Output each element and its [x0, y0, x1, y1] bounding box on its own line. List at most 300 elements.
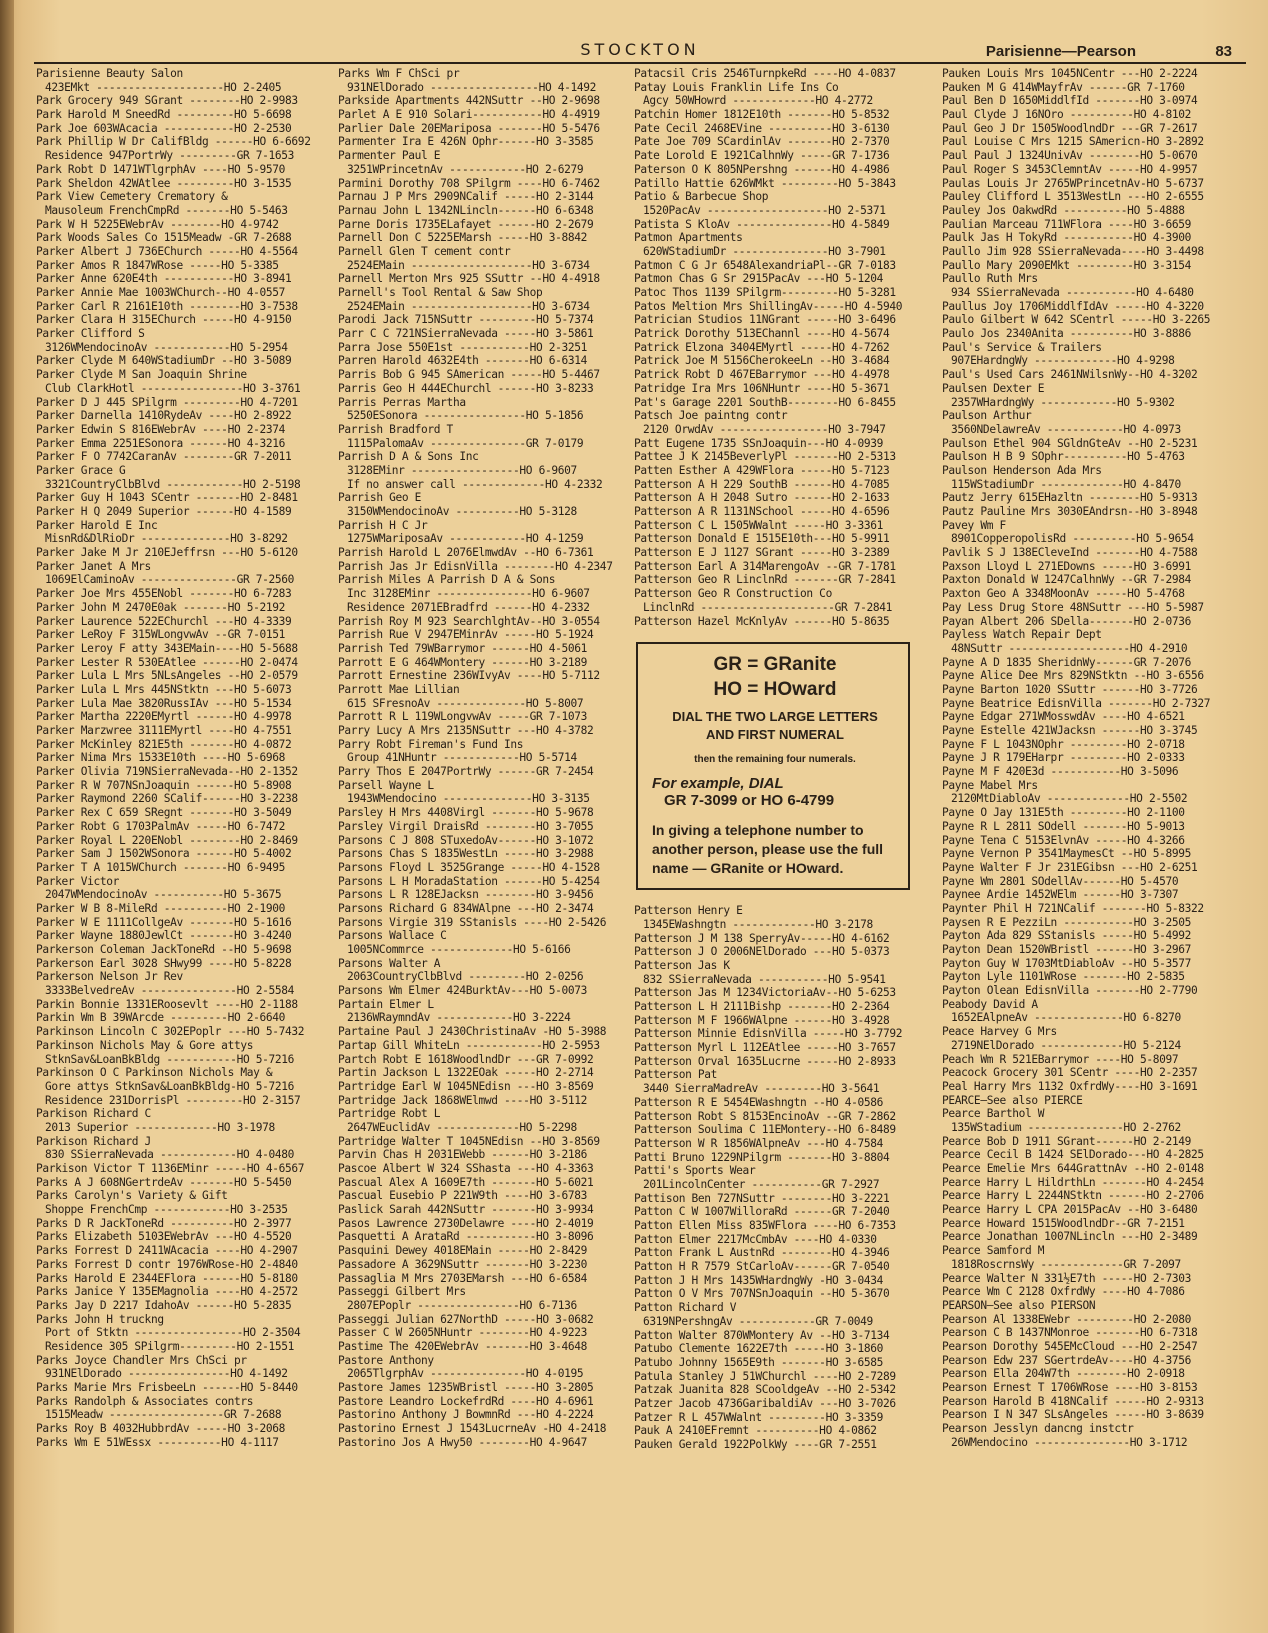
listing-entry: Parnell's Tool Rental & Saw Shop	[338, 286, 543, 299]
listing-entry: Paslick Sarah 442NSuttr -------HO 3-9934	[338, 1203, 594, 1217]
listing-entry: Payne A D 1835 SheridnWy------GR 7-2076	[942, 655, 1192, 669]
listing-entry: Parker T A 1015WChurch -------HO 6-9495	[36, 860, 286, 874]
listing-entry: Parsons C J 808 STuxedoAv------HO 3-1072	[338, 833, 594, 847]
listing-entry: Agcy 50WHowrd -------------HO 4-2772	[643, 94, 873, 108]
listing-entry: Parker Harold E Inc	[36, 518, 158, 532]
listing-entry: 3150WMendocinoAv ----------HO 5-3128	[347, 505, 577, 518]
listing-entry: Patterson Myrl L 112EAtlee -----HO 3-7657	[634, 1041, 896, 1055]
listing-entry: Parker Guy H 1043 SCentr -------HO 2-8481	[36, 491, 298, 505]
listing-entry: Pauken Louis Mrs 1045NCentr ---HO 2-2224	[942, 67, 1198, 80]
listing-entry: Patti Bruno 1229NPilgrm -------HO 3-8804	[634, 1150, 890, 1164]
listing-entry: Parker Wayne 1880JewlCt -------HO 3-4240	[36, 929, 292, 943]
howard-exchange: HO = HOward	[713, 679, 837, 701]
listing-entry: Peabody David A	[942, 997, 1038, 1011]
listing-entry: Parvin Chas H 2031EWebb ------HO 3-2186	[338, 1148, 588, 1162]
listing-entry: Patterson Soulima C 11EMontery--HO 6-8489	[634, 1123, 896, 1137]
listing-entry: Parker Robt G 1703PalmAv -----HO 6-7472	[36, 819, 286, 833]
listing-entry: Patti's Sports Wear	[634, 1164, 756, 1178]
listing-entry: Partridge Earl W 1045NEdisn ---HO 3-8569	[338, 1079, 594, 1093]
listing-entry: 3560NDelawreAv ------------HO 4-0973	[951, 422, 1181, 436]
listing-entry: Parker Martha 2220EMyrtl ------HO 4-9978	[36, 710, 292, 724]
listing-entry: Patmon C G Jr 6548AlexandriaPl--GR 7-0183	[634, 258, 896, 272]
listing-entry: Parry Robt Fireman's Fund Ins	[338, 737, 524, 751]
listing-entry: Pearce Harry L HildrthLn -------HO 4-2454	[942, 1175, 1204, 1189]
dial-instruction-1: DIAL THE TWO LARGE LETTERS	[672, 709, 878, 725]
listing-entry: Parnell Merton Mrs 925 SSuttr --HO 4-4918	[338, 272, 600, 286]
listing-entry: Park W H 5225EWebrAv --------HO 4-9742	[36, 217, 279, 231]
listing-entry: Parrish Harold L 2076ElmwdAv --HO 6-7361	[338, 546, 594, 560]
listing-entry: Paullo Jim 928 SSierraNevada----HO 3-4498	[942, 244, 1204, 258]
listing-entry: Paynee Ardie 1452WElm ------HO 3-7307	[942, 888, 1179, 902]
listing-entry: Payne Wm 2801 SOdellAv------HO 5-4570	[942, 874, 1179, 888]
listing-entry: Parkinson O C Parkinson Nichols May &	[36, 1066, 273, 1080]
listing-entry: Parkin Wm B 39WArcde ---------HO 2-6640	[36, 1011, 286, 1025]
listing-entry: Parker Clyde M 640WStadiumDr --HO 3-5089	[36, 354, 292, 368]
listing-entry: Parnau J P Mrs 2909NCalif -----HO 2-3144	[338, 190, 594, 204]
listing-entry: Parkison Victor T 1136EMinr -----HO 4-6567	[36, 1162, 305, 1175]
listing-entry: Parker Lester R 530EAtlee ------HO 2-0474	[36, 655, 298, 669]
listing-entry: Parker Grace G	[36, 463, 126, 477]
listing-entry: Parker Lula Mae 3820RussIAv ---HO 5-1534	[36, 696, 292, 710]
listing-entry: Patterson Geo R Construction Co	[634, 587, 832, 601]
listing-entry: Parker Janet A Mrs	[36, 559, 151, 573]
listing-entry: Payne F L 1043NOphr ---------HO 2-0718	[942, 737, 1185, 751]
listing-entry: Paullus Joy 1706MiddlfIdAv -----HO 4-3220	[942, 299, 1204, 313]
listing-entry: Paxton Geo A 3348MoonAv -----HO 5-4768	[942, 587, 1185, 601]
listing-entry: Parks John H truckng	[36, 1312, 164, 1326]
listing-entry: 2047WMendocinoAv -----------HO 5-3675	[45, 888, 282, 902]
name-range: Parisienne—Pearson	[985, 43, 1136, 60]
listing-entry: Parsons Floyd L 3525Grange -----HO 4-1528	[338, 860, 600, 874]
listing-entry: Pearce Harry L 2244NStktn ------HO 2-2706	[942, 1189, 1204, 1203]
listing-entry: Pate Cecil 2468EVine ----------HO 3-6130	[634, 121, 890, 135]
listing-entry: Pastorino Ernest J 1543LucrneAv -HO 4-2418	[338, 1422, 607, 1436]
listing-entry: Parris Bob G 945 SAmerican -----HO 5-4467	[338, 368, 600, 382]
listing-entry: Patterson R E 5454EWashngtn --HO 4-0586	[634, 1095, 884, 1109]
listing-entry: Patterson A H 229 SouthB ------HO 4-7085	[634, 477, 890, 491]
listing-entry: Pay Less Drug Store 48NSuttr ---HO 5-5987	[942, 600, 1204, 614]
listing-entry: Payne M F 420E3d -----------HO 3-5096	[942, 765, 1179, 779]
listing-entry: Partain Elmer L	[338, 997, 434, 1011]
listing-entry: Patterson Donald E 1515E10th---HO 5-9911	[634, 532, 890, 546]
listing-entry: Parkin Bonnie 1331ERoosevlt ----HO 2-1188	[36, 997, 298, 1011]
listing-entry: Parker Carl R 2161E10th --------HO 3-7538	[36, 299, 298, 313]
listing-entry: 931NElDorado ----------------HO 4-1492	[45, 1367, 288, 1381]
listing-entry: Partaine Paul J 2430ChristinaAv -HO 5-3988	[338, 1025, 607, 1039]
listing-entry: Paulson Ethel 904 SGldnGteAv --HO 2-5231	[942, 436, 1198, 450]
listing-entry: Pat's Garage 2201 SouthB--------HO 6-8455	[634, 395, 896, 409]
listing-entry: Patton Ellen Miss 835WFlora ----HO 6-7353	[634, 1219, 896, 1232]
listing-entry: Parker John M 2470E0ak -------HO 5-2192	[36, 600, 286, 614]
listing-entry: Park Sheldon 42WAtlee ---------HO 3-1535	[36, 176, 292, 190]
listing-entry: 2524EMain -------------------HO 3-6734	[347, 299, 590, 313]
listing-entry: Pattee J K 2145BeverlyPl -------HO 2-5313	[634, 450, 896, 464]
listing-entry: Parks D R JackToneRd ----------HO 2-3977	[36, 1216, 292, 1230]
listing-entry: Paulson Arthur	[942, 409, 1032, 423]
listing-entry: Gore attys StknSav&LoanBkBldg-HO 5-7216	[45, 1079, 295, 1093]
listing-entry: Passaglia M Mrs 2703EMarsh ---HO 6-6584	[338, 1271, 588, 1285]
listing-entry: Parrish Rue V 2947EMinrAv -----HO 5-1924	[338, 628, 594, 642]
listing-entry: Pascual Alex A 1609E7th -------HO 5-6021	[338, 1175, 594, 1189]
listing-entry: Patterson J M 138 SperryAv-----HO 4-6162	[634, 931, 890, 945]
listing-entry: Peace Harvey G Mrs	[942, 1025, 1057, 1039]
listing-entry: Patzer R L 457WWalnt ---------HO 3-3359	[634, 1410, 884, 1424]
listing-entry: Paxton Donald W 1247CalhnWy --GR 7-2984	[942, 573, 1192, 587]
listing-entry: Parker Royal L 220ENobl --------HO 2-8469	[36, 833, 298, 847]
listing-entry: Pavlik S J 138ECleveInd -------HO 4-7588	[942, 546, 1198, 560]
listing-entry: Parsons Chas S 1835WestLn -----HO 3-2988	[338, 847, 594, 861]
listing-entry: Parkison Richard J	[36, 1134, 151, 1148]
listing-entry: Payton Guy W 1703MtDiabloAv --HO 5-3577	[942, 956, 1192, 970]
example-numbers: GR 7-3099 or HO 6-4799	[664, 792, 835, 810]
listing-entry: 2647WEuclidAv -------------HO 5-2298	[347, 1120, 577, 1134]
listing-entry: 830 SSierraNevada ------------HO 4-0480	[45, 1148, 295, 1162]
listing-entry: Patton H R 7579 StCarloAv------GR 7-0540	[634, 1260, 890, 1274]
listing-entry: Patubo Clemente 1622E7th -----HO 3-1860	[634, 1342, 884, 1356]
listing-entry: 135WStadium ---------------HO 2-2762	[951, 1120, 1181, 1134]
listing-entry: Parsons Virgie 319 SStanisls ----HO 2-5426	[338, 915, 607, 929]
listing-entry: Parker W B 8-MileRd ----------HO 2-1900	[36, 901, 286, 915]
listing-entry: Pastore Leandro LockefrdRd ----HO 4-6961	[338, 1394, 594, 1408]
listing-entry: Paulo Gilbert W 642 SCentrl -----HO 3-2265	[942, 313, 1211, 327]
listing-entry: 1115PalomaAv ---------------GR 7-0179	[347, 436, 584, 450]
listing-entry: Payne Estelle 421WJacksn ------HO 3-3745	[942, 724, 1198, 737]
listing-entry: 1520PacAv -------------------HO 2-5371	[643, 203, 886, 217]
listing-column-3	[634, 67, 932, 1612]
listing-entry: Parker R W 707NSnJoaquin ------HO 5-8908	[36, 778, 292, 792]
listing-entry: Patterson Jas M 1234VictoriaAv--HO 5-6253	[634, 986, 896, 1000]
listing-entry: Patton Richard V	[634, 1301, 737, 1315]
listing-entry: Shoppe FrenchCmp ------------HO 3-2535	[45, 1203, 288, 1217]
listing-entry: Parsell Wayne L	[338, 778, 434, 792]
listing-entry: Parks Janice Y 135EMagnolia ----HO 4-2572	[36, 1285, 298, 1299]
listing-entry: Parker Olivia 719NSierraNevada--HO 2-1352	[36, 765, 298, 779]
listing-entry: Paul Geo J Dr 1505WoodlndDr ---GR 7-2617	[942, 121, 1198, 135]
listing-entry: 3333BelvedreAv ---------------HO 2-5584	[45, 984, 295, 998]
listing-entry: Parrish Geo E	[338, 491, 422, 505]
listing-entry: Club ClarkHotl ----------------HO 3-3761	[45, 381, 301, 395]
listing-entry: Paul Paul J 1324UnivAv --------HO 5-0670	[942, 149, 1198, 163]
listing-entry: Patton J H Mrs 1435WHardngWy -HO 3-0434	[634, 1273, 884, 1287]
listing-entry: Pearce Bob D 1911 SGrant------HO 2-2149	[942, 1134, 1192, 1148]
page-header	[34, 38, 1246, 64]
listing-entry: Parker Marzwree 3111EMyrtl ----HO 4-7551	[36, 724, 292, 737]
listing-entry: Parne Doris 1735ELafayet ------HO 2-2679	[338, 217, 594, 231]
listing-entry: Patterson Minnie EdisnVilla -----HO 3-7792	[634, 1027, 903, 1041]
listing-entry: 615 SFresnoAv --------------HO 5-8007	[347, 696, 584, 710]
listing-entry: Pascual Eusebio P 221W9th ----HO 3-6783	[338, 1189, 588, 1203]
listing-entry: Parker Leroy F atty 343EMain----HO 5-5688	[36, 641, 298, 655]
listing-entry: Parks Randolph & Associates contrs	[36, 1394, 254, 1408]
city-title: STOCKTON	[580, 40, 700, 59]
listing-entry: 3251WPrincetnAv ------------HO 2-6279	[347, 162, 584, 176]
listing-entry: Pearson Dorothy 545EMcCloud ---HO 2-2547	[942, 1339, 1198, 1353]
listing-entry: PEARCE—See also PIERCE	[942, 1093, 1083, 1107]
listing-entry: Parry Lucy A Mrs 2135NSuttr ---HO 4-3782	[338, 724, 594, 737]
listing-entry: Parr C C 721NSierraNevada -----HO 3-5861	[338, 327, 594, 341]
listing-entry: Paysen R E PezziLn -----------HO 3-2505	[942, 915, 1192, 929]
listing-entry: Pastorino Anthony J BowmnRd ---HO 4-2224	[338, 1408, 594, 1422]
listing-entry: 934 SSierraNevada -----------HO 4-6480	[951, 286, 1194, 299]
listing-entry: Pauken Gerald 1922PolkWy ----GR 7-2551	[634, 1438, 877, 1451]
listing-entry: Pearson Ella 204W7th --------HO 2-0918	[942, 1367, 1185, 1381]
listing-entry: Parrott Mae Lillian	[338, 682, 460, 696]
listing-entry: 1515Meadw ------------------GR 7-2688	[45, 1408, 282, 1422]
listing-entry: Parks Forrest D 2411WAcacia ----HO 4-2907	[36, 1244, 298, 1258]
listing-entry: Pauk A 2410EFremnt ----------HO 4-0862	[634, 1424, 877, 1438]
listing-entry: PEARSON—See also PIERSON	[942, 1298, 1096, 1312]
listing-entry: Patos Meltion Mrs ShillingAv-----HO 4-5940	[634, 299, 903, 313]
listing-entry: Pastore James 1235WBristl -----HO 3-2805	[338, 1381, 594, 1394]
listing-entry: 26WMendocino ---------------HO 3-1712	[951, 1435, 1188, 1449]
listing-entry: Parker Albert J 736EChurch -----HO 4-5564	[36, 244, 298, 258]
listing-entry: Parks Harold E 2344EFlora ------HO 5-8180	[36, 1271, 298, 1285]
listing-entry: MisnRd&DlRioDr --------------HO 3-8292	[45, 532, 288, 546]
listing-entry: 5250ESonora ----------------HO 5-1856	[347, 409, 584, 423]
dial-instruction-2: AND FIRST NUMERAL	[706, 727, 844, 743]
listing-entry: Parkside Apartments 442NSuttr --HO 2-9698	[338, 94, 600, 108]
listing-entry: Patterson Robt S 8153EncinoAv --GR 7-2862	[634, 1109, 896, 1123]
listing-entry: Pearson Harold B 418NCalif -----HO 2-9313	[942, 1394, 1204, 1408]
listing-entry: Patterson E J 1127 SGrant -----HO 3-2389	[634, 546, 890, 560]
giving-instruction: In giving a telephone number to another person, please use the full name — GRanite or HOward.	[652, 822, 884, 877]
listing-entry: Pavey Wm F	[942, 518, 1006, 532]
listing-entry: Parker Joe Mrs 455ENobl -------HO 6-7283	[36, 587, 292, 601]
listing-entry: Parnell Don C 5225EMarsh -----HO 3-8842	[338, 231, 588, 245]
listing-entry: 3321CountryClbBlvd ------------HO 2-5198	[45, 477, 301, 491]
listing-entry: Paul Ben D 1650MiddlfId -------HO 3-0974	[942, 94, 1198, 108]
listing-entry: Patillo Hattie 626WMkt ---------HO 5-3843	[634, 176, 896, 190]
listing-entry: Payan Albert 206 SDella-------HO 2-0736	[942, 614, 1192, 628]
listing-entry: Pearson Al 1338EWebr ---------HO 2-2080	[942, 1312, 1192, 1326]
listing-entry: Group 41NHuntr ------------HO 5-5714	[347, 751, 577, 765]
listing-entry: Parrish Roy M 923 SearchlghtAv--HO 3-0554	[338, 614, 600, 628]
listing-entry: Parker Edwin S 816EWebrAv ----HO 2-2374	[36, 422, 286, 436]
remaining-instruction: then the remaining four numerals.	[694, 754, 856, 766]
listing-entry: Pearce Samford M	[942, 1244, 1045, 1258]
listing-entry: 2719NElDorado -------------HO 5-2124	[951, 1038, 1181, 1052]
listing-entry: Paul Clyde J 16NOro ----------HO 4-8102	[942, 108, 1192, 122]
listing-entry: Paul Roger S 3453ClemntAv -----HO 4-9957	[942, 162, 1198, 176]
listing-entry: 2120 OrwdAv -----------------HO 3-7947	[643, 422, 886, 436]
listing-entry: Paxson Lloyd L 271EDowns -----HO 3-6991	[942, 559, 1192, 573]
listing-entry: Parrish Miles A Parrish D A & Sons	[338, 573, 556, 587]
listing-entry: Parker Clara H 315EChurch -----HO 4-9150	[36, 313, 292, 327]
listing-entry: LinclnRd ---------------------GR 7-2841	[643, 600, 893, 614]
listing-entry: 2136WRaymndAv ------------HO 3-2224	[347, 1011, 571, 1025]
listing-entry: 2357WHardngWy ------------HO 5-9302	[951, 395, 1175, 409]
listing-entry: Parker Lula L Mrs 445NStktn ---HO 5-6073	[36, 682, 292, 696]
listing-entry: Parker W E 1111CollgeAv -------HO 5-1616	[36, 915, 292, 929]
listing-entry: Payton Lyle 1101WRose -------HO 2-5835	[942, 970, 1185, 984]
listing-entry: Parkinson Lincoln C 302EPoplr ---HO 5-7432	[36, 1025, 305, 1039]
listing-entry: Partch Robt E 1618WoodlndDr ---GR 7-0992	[338, 1052, 594, 1066]
listing-entry: Paulk Jas H TokyRd -----------HO 4-3900	[942, 231, 1192, 245]
listing-entry: 2013 Superior -------------HO 3-1978	[45, 1120, 275, 1134]
listing-entry: Patterson Pat	[634, 1068, 718, 1082]
listing-entry: Patrick Robt D 467EBarrymor ---HO 4-4978	[634, 368, 890, 382]
listing-entry: Parrish H C Jr	[338, 518, 428, 532]
listing-entry: Parks Wm F ChSci pr	[338, 67, 460, 80]
listing-entry: 1818RoscrnsWy -------------GR 7-2097	[951, 1257, 1181, 1271]
listing-entry: Parker Jake M Jr 210EJeffrsn ---HO 5-6120	[36, 546, 298, 560]
listing-entry: Parker Raymond 2260 SCalif------HO 3-2238	[36, 792, 298, 806]
listing-entry: If no answer call -------------HO 4-2332	[347, 477, 603, 491]
listing-entry: Pasquini Dewey 4018EMain -----HO 2-8429	[338, 1244, 588, 1258]
listing-entry: Parks Jay D 2217 IdahoAv ------HO 5-2835	[36, 1298, 292, 1312]
listing-entry: Parker Clyde M San Joaquin Shrine	[36, 368, 247, 382]
listing-entry: Park Joe 603WAcacia -----------HO 2-2530	[36, 121, 292, 135]
listing-entry: Parker Emma 2251ESonora ------HO 4-3216	[36, 436, 286, 450]
listing-entry: Paulson Henderson Ada Mrs	[942, 463, 1102, 477]
listing-entry: 832 SSierraNevada -----------HO 5-9541	[643, 972, 886, 986]
listing-entry: Residence 2071EBradfrd ------HO 4-2332	[347, 600, 590, 614]
listing-entry: Pearce Howard 1515WoodlndDr--GR 7-2151	[942, 1216, 1185, 1230]
listing-entry: Pasos Lawrence 2730Delawre ----HO 2-4019	[338, 1216, 594, 1230]
listing-entry: Paullo Ruth Mrs	[942, 272, 1038, 286]
listing-entry: 1275WMariposaAv ------------HO 4-1259	[347, 532, 584, 546]
listing-entry: Parmini Dorothy 708 SPilgrm ----HO 6-7462	[338, 176, 600, 190]
page-binding	[0, 0, 14, 1633]
listing-entry: Parodi Jack 715NSuttr ---------HO 5-7374	[338, 313, 594, 327]
listing-entry: Partridge Jack 1868WElmwd ----HO 3-5112	[338, 1093, 588, 1107]
listing-entry: Partin Jackson L 1322EOak -----HO 2-2714	[338, 1066, 594, 1080]
dialing-notice	[636, 642, 910, 890]
listing-entry: Parks Joyce Chandler Mrs ChSci pr	[36, 1353, 247, 1367]
listing-entry: Park Harold M SneedRd ---------HO 5-6698	[36, 108, 292, 122]
listing-entry: 2063CountryClbBlvd ---------HO 2-0256	[347, 970, 584, 984]
listing-entry: Park Phillip W Dr CalifBldg ------HO 6-6692	[36, 135, 311, 149]
listing-entry: 2807EPoplr ----------------HO 6-7136	[347, 1298, 577, 1312]
listing-entry: Patterson Earl A 314MarengoAv --GR 7-1781	[634, 559, 896, 573]
listing-entry: Patridge Ira Mrs 106NHuntr ----HO 5-3671	[634, 381, 890, 395]
listing-entry: Peacock Grocery 301 SCentr ----HO 2-2357	[942, 1066, 1198, 1080]
listing-entry: Payne O Jay 131E5th ---------HO 2-1100	[942, 806, 1185, 820]
listing-entry: Patmon Chas G Sr 2915PacAv ---HO 5-1204	[634, 272, 884, 286]
listing-entry: Patton Elmer 2217McCmbAv ----HO 4-0330	[634, 1232, 877, 1246]
listing-entry: 3440 SierraMadreAv ---------HO 3-5641	[643, 1082, 880, 1096]
listing-column-4	[942, 67, 1240, 1612]
listing-entry: 1005NCommrce -------------HO 5-6166	[347, 943, 571, 956]
listing-entry: Patterson A R 1131NSchool -----HO 4-6596	[634, 505, 890, 518]
listing-entry: Peal Harry Mrs 1132 OxfrdWy----HO 3-1691	[942, 1079, 1198, 1093]
listing-entry: 423EMkt --------------------HO 2-2405	[45, 80, 282, 94]
listing-entry: Parker H Q 2049 Superior ------HO 4-1589	[36, 505, 292, 518]
listing-entry: StknSav&LoanBkBldg -----------HO 5-7216	[45, 1052, 295, 1066]
listing-entry: Paullo Mary 2090EMkt ---------HO 3-3154	[942, 258, 1192, 272]
listing-entry: Residence 947PortrWy ---------GR 7-1653	[45, 149, 295, 163]
listing-entry: Passeggi Gilbert Mrs	[338, 1285, 466, 1299]
listing-entry: Payton Ada 829 SStanisls -----HO 5-4992	[942, 929, 1192, 943]
listing-entry: Parnell Glen T cement contr	[338, 244, 511, 258]
listing-entry: Patrick Elzona 3404EMyrtl -----HO 4-7262	[634, 340, 890, 354]
listing-entry: 1069ElCaminoAv ---------------GR 7-2560	[45, 573, 295, 587]
listing-entry: Parlier Dale 20EMariposa -------HO 5-5476	[338, 121, 600, 135]
listing-entry: Payne Tena C 5153ElvnAv -----HO 4-3266	[942, 833, 1185, 847]
listing-column-2	[338, 67, 636, 1612]
listing-entry: Paulas Louis Jr 2765WPrincetnAv-HO 5-6737	[942, 176, 1204, 190]
listing-entry: Parris Perras Martha	[338, 395, 466, 409]
listing-entry: Pate Lorold E 1921CalhnWy -----GR 7-1736	[634, 149, 890, 163]
listing-entry: Patterson C L 1505WWalnt -----HO 3-3361	[634, 518, 884, 532]
listing-entry: Patchin Homer 1812E10th -------HO 5-8532	[634, 108, 890, 122]
listing-entry: Patterson M F 1966WAlpne ------HO 3-4928	[634, 1013, 890, 1027]
listing-entry: Parisienne Beauty Salon	[36, 67, 183, 80]
listing-entry: Patterson Geo R LinclnRd -------GR 7-2841	[634, 573, 896, 587]
listing-entry: Pauley Jos OakwdRd ----------HO 5-4888	[942, 203, 1185, 217]
listing-entry: Port of Stktn -----------------HO 2-3504	[45, 1326, 301, 1340]
listing-entry: Parker Nima Mrs 1533E10th ----HO 5-6968	[36, 751, 286, 765]
listing-entry: Patterson Orval 1635Lucrne -----HO 2-8933	[634, 1054, 896, 1068]
listing-entry: Parkison Richard C	[36, 1107, 151, 1121]
listing-entry: 931NElDorado -----------------HO 4-1492	[347, 80, 597, 94]
listing-entry: Parker Lula L Mrs 5NLsAngeles --HO 2-0579	[36, 669, 298, 683]
listing-entry: Parlet A E 910 Solari-----------HO 4-4919	[338, 108, 600, 122]
listing-entry: Pastorino Jos A Hwy50 --------HO 4-9647	[338, 1435, 588, 1449]
listing-entry: 1943WMendocino --------------HO 3-3135	[347, 792, 590, 806]
listing-entry: Pauken M G 414WMayfrAv ------GR 7-1760	[942, 80, 1185, 94]
listing-entry: Payne Mabel Mrs	[942, 778, 1038, 792]
listing-entry: Parry Thos E 2047PortrWy ------GR 7-2454	[338, 765, 594, 779]
listing-entry: Pearson Edw 237 SGertrdeAv----HO 4-3756	[942, 1353, 1192, 1367]
example-label: For example, DIAL	[652, 775, 784, 793]
listing-entry: Parrish Jas Jr EdisnVilla --------HO 4-2347	[338, 559, 613, 573]
listing-entry: Patubo Johnny 1565E9th -------HO 3-6585	[634, 1355, 884, 1369]
listing-entry: Payne R L 2811 SOdell -------HO 5-9013	[942, 819, 1185, 833]
listing-entry: Parks Marie Mrs FrisbeeLn ------HO 5-8440	[36, 1381, 298, 1394]
listing-entry: Parker Anne 620E4th -----------HO 3-8941	[36, 272, 292, 286]
listing-entry: Parrott E G 464WMontery ------HO 3-2189	[338, 655, 588, 669]
listing-entry: 201LincolnCenter -----------GR 7-2927	[643, 1177, 880, 1191]
listing-entry: Payne Beatrice EdisnVilla -------HO 2-7327	[942, 696, 1211, 710]
listing-entry: Patacsil Cris 2546TurnpkeRd ----HO 4-0837	[634, 67, 896, 80]
listing-entry: Partridge Walter T 1045NEdisn --HO 3-8569	[338, 1134, 600, 1148]
listing-entry: Pauley Clifford L 3513WestLn ---HO 2-6555	[942, 190, 1204, 204]
listing-entry: Parrish D A & Sons Inc	[338, 450, 479, 464]
listing-entry: Paul's Service & Trailers	[942, 340, 1102, 354]
listing-entry: Park Grocery 949 SGrant --------HO 2-9983	[36, 94, 298, 108]
listing-entry: Parsons Wm Elmer 424BurktAv---HO 5-0073	[338, 984, 588, 998]
listing-entry: Parsons L R 128EJacksn --------HO 3-9456	[338, 888, 594, 902]
listing-entry: Pearce Emelie Mrs 644GrattnAv --HO 2-0148	[942, 1162, 1204, 1175]
listing-entry: Pearce Walter N 331½E7th -----HO 2-7303	[942, 1271, 1192, 1285]
listing-entry: Parker Amos R 1847WRose -----HO 5-3385	[36, 258, 279, 272]
listing-entry: Patzak Juanita 828 SCooldgeAv --HO 2-5342	[634, 1383, 896, 1397]
listing-entry: Patay Louis Franklin Life Ins Co	[634, 80, 839, 94]
listing-entry: Parks Carolyn's Variety & Gift	[36, 1189, 228, 1203]
listing-entry: Pearce Jonathan 1007NLincln ---HO 2-3489	[942, 1230, 1198, 1244]
header-rule	[34, 62, 1246, 64]
listing-entry: Patzer Jacob 4736GaribaldiAv ---HO 3-7026	[634, 1396, 896, 1410]
listing-entry: Residence 305 SPilgrm---------HO 2-1551	[45, 1339, 295, 1353]
listing-entry: Paulsen Dexter E	[942, 381, 1045, 395]
listing-entry: Paul Louise C Mrs 1215 SAmericn-HO 3-2892	[942, 135, 1204, 149]
listing-entry: Parrott R L 119WLongvwAv -----GR 7-1073	[338, 710, 588, 724]
listing-entry: Patton Frank L AustnRd --------HO 4-3946	[634, 1246, 890, 1260]
listing-entry: Patton O V Mrs 707NSnJoaquin --HO 5-3670	[634, 1287, 890, 1301]
listing-entry: Patterson Henry E	[634, 904, 743, 918]
listing-entry: Payne J R 179EHarpr ---------HO 2-0333	[942, 751, 1185, 765]
listing-entry: 115WStadiumDr -------------HO 4-8470	[951, 477, 1181, 491]
listing-entry: Patten Esther A 429WFlora -----HO 5-7123	[634, 463, 890, 477]
listing-entry: 8901CopperopolisRd ----------HO 5-9654	[951, 532, 1194, 546]
listing-entry: Patt Eugene 1735 SSnJoaquin---HO 4-0939	[634, 436, 884, 450]
listing-entry: Peach Wm R 521EBarrymor ----HO 5-8097	[942, 1052, 1179, 1066]
listing-entry: 48NSuttr -------------------HO 4-2910	[951, 641, 1188, 655]
listing-entry: Parks A J 608NGertrdeAv -------HO 5-5450	[36, 1175, 292, 1189]
listing-entry: Pearson I N 347 SLsAngeles -----HO 3-8639	[942, 1408, 1204, 1422]
listing-entry: Pearson Jesslyn dancng instctr	[942, 1422, 1134, 1436]
